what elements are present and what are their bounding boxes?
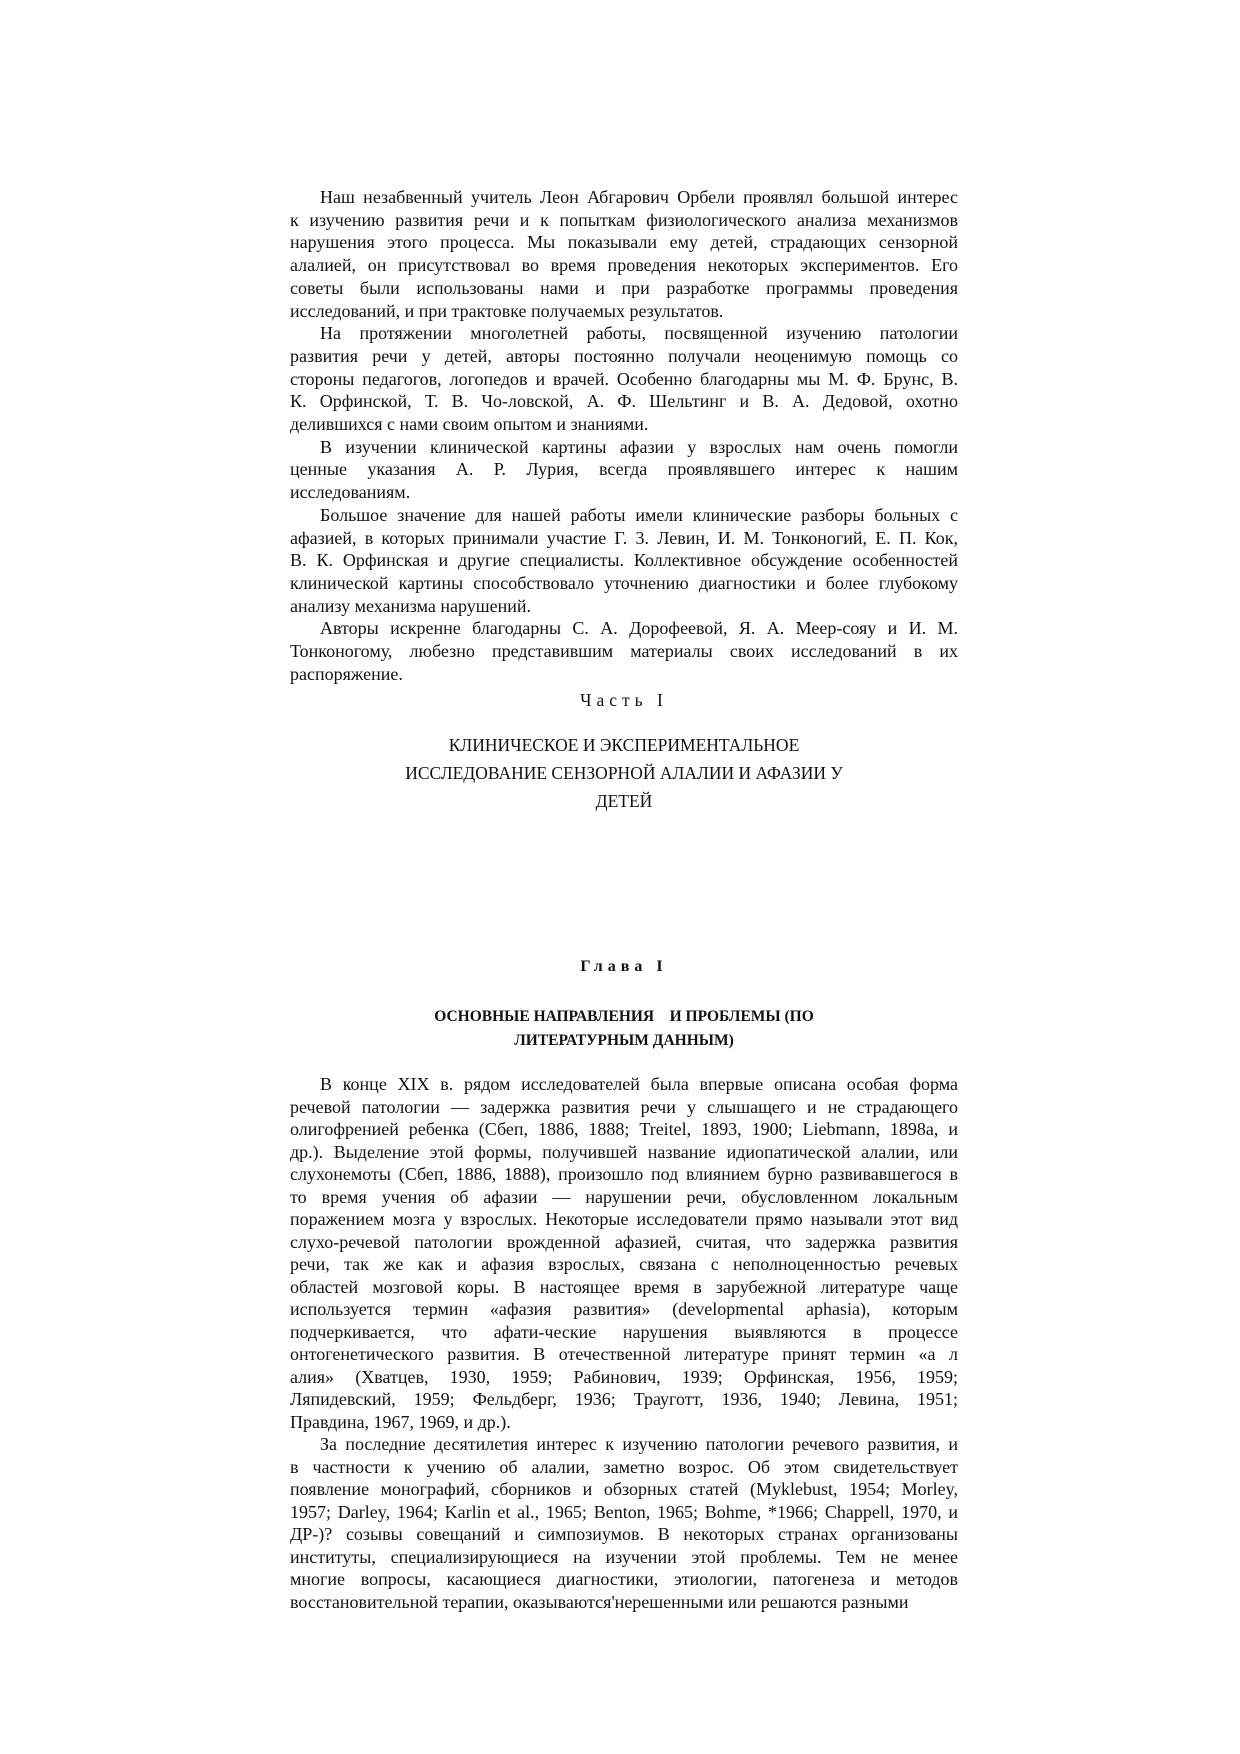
paragraph-line: слухо-речевой патологии врожденной афазией, считая, что задержка развития — [290, 1231, 958, 1252]
paragraph-line: К. Орфинской, Т. В. Чо-ловской, А. Ф. Шельтинг и В. А. Дедовой, охотно — [290, 391, 958, 412]
paragraph-line: афазией, в которых принимали участие Г. 3. Левин, И. М. Тонконогий, Е. П. Кок, — [290, 527, 958, 548]
paragraph-line: Ляпидевский, 1959; Фельдберг, 1936; Трауготт, 1936, 1940; Левина, 1951; — [290, 1389, 958, 1409]
paragraph-line: др.). Выделение этой формы, получившей название идиопатической алалии, или — [290, 1141, 958, 1162]
paragraph-line: Тонконогому, любезно представившим материалы своих исследований в их — [290, 641, 958, 661]
paragraph-line: алалией, он присутствовал во время проведения некоторых экспериментов. Его — [290, 255, 958, 276]
paragraph-line: клинической картины способствовало уточнению диагностики и более глубокому — [290, 572, 958, 593]
paragraph-line: то время учения об афазии — нарушении речи, обусловленном локальным — [290, 1186, 958, 1207]
paragraph-line: На протяжении многолетней работы, посвященной изучению патологии — [320, 323, 958, 344]
chapter-title-line: ЛИТЕРАТУРНЫМ ДАННЫМ) — [514, 1032, 734, 1049]
paragraph-line: онтогенетического развития. В отечественной литературе принят термин «а л — [290, 1344, 958, 1364]
paragraph-line: подчеркивается, что афати-ческие нарушения выявляются в процессе — [290, 1321, 958, 1342]
part-title-line: ИССЛЕДОВАНИЕ СЕНЗОРНОЙ АЛАЛИИ И АФАЗИИ У — [405, 763, 843, 783]
paragraph-line: областей мозговой коры. В настоящее время в зарубежной литературе чаще — [290, 1276, 958, 1297]
paragraph-line: речи, так же как и афазия взрослых, связана с неполноценностью речевых — [290, 1254, 958, 1274]
paragraph-line: В. К. Орфинская и другие специалисты. Коллективное обсуждение особенностей — [290, 550, 958, 571]
paragraph-line: олигофренией ребенка (Сбеп, 1886, 1888; Treitel, 1893, 1900; Liebmann, 1898a, и — [290, 1119, 958, 1139]
paragraph-line: исследований, и при трактовке получаемых результатов. — [290, 300, 724, 321]
paragraph-line: 1957; Darley, 1964; Karlin et al., 1965; Benton, 1965; Bohme, *1966; Chappell, 1970, и — [290, 1501, 958, 1522]
part-label: Часть I — [580, 690, 668, 710]
paragraph-line: советы были использованы нами и при разработке программы проведения — [290, 277, 958, 298]
chapter-label: Глава I — [580, 958, 668, 975]
paragraph-line: анализу механизма нарушений. — [290, 595, 532, 616]
paragraph-line: В конце XIX в. рядом исследователей была впервые описана особая форма — [320, 1074, 958, 1094]
paragraph-line: институты, специализирующиеся на изучении этой проблемы. Тем не менее — [290, 1546, 958, 1567]
paragraph-line: появление монографий, сборников и обзорных статей (Myklebust, 1954; Morley, — [290, 1479, 958, 1499]
paragraph-line: распоряжение. — [290, 663, 403, 684]
paragraph-line: Большое значение для нашей работы имели клинические разборы больных с — [320, 504, 958, 525]
paragraph-line: слухонемоты (Сбеп, 1886, 1888), произошло под влиянием бурно развивавшегося в — [290, 1164, 958, 1184]
paragraph-line: развития речи у детей, авторы постоянно получали неоценимую помощь со — [290, 345, 958, 366]
paragraph-line: к изучению развития речи и к попыткам физиологического анализа механизмов — [290, 209, 958, 230]
paragraph-line: В изучении клинической картины афазии у взрослых нам очень помогли — [320, 436, 958, 457]
paragraph-line: используется термин «афазия развития» (developmental aphasia), которым — [290, 1299, 958, 1319]
paragraph-line: делившихся с нами своим опытом и знаниями. — [290, 414, 649, 434]
chapter-title-line: ОСНОВНЫЕ НАПРАВЛЕНИЯ И ПРОБЛЕМЫ (ПО — [434, 1008, 814, 1025]
paragraph-line: нарушения этого процесса. Мы показывали ему детей, страдающих сензорной — [290, 232, 958, 253]
paragraph-line: исследованиям. — [290, 482, 411, 503]
paragraph-line: ценные указания А. Р. Лурия, всегда проявлявшего интерес к нашим — [290, 459, 958, 480]
paragraph-line: Авторы искренне благодарны С. А. Дорофеевой, Я. А. Меер-сояу и И. М. — [320, 618, 958, 639]
paragraph-line: в частности к учению об алалии, заметно возрос. Об этом свидетельствует — [290, 1456, 958, 1477]
paragraph-line: стороны педагогов, логопедов и врачей. Особенно благодарны мы М. Ф. Брунс, В. — [290, 368, 958, 389]
paragraph-line: ДР-)? созывы совещаний и симпозиумов. В некоторых странах организованы — [290, 1524, 958, 1544]
paragraph-line: восстановительной терапии, оказываются'нерешенными или решаются разными — [290, 1591, 909, 1612]
paragraph-line: многие вопросы, касающиеся диагностики, этиологии, патогенеза и методов — [290, 1569, 958, 1589]
paragraph-line: Правдина, 1967, 1969, и др.). — [290, 1411, 511, 1432]
paragraph-line: За последние десятилетия интерес к изучению патологии речевого развития, и — [320, 1434, 958, 1454]
paragraph-line: алия» (Хватцев, 1930, 1959; Рабинович, 1939; Орфинская, 1956, 1959; — [290, 1366, 958, 1387]
paragraph-line: Наш незабвенный учитель Леон Абгарович Орбели проявлял большой интерес — [320, 187, 958, 207]
paragraph-line: речевой патологии — задержка развития речи у слышащего и не страдающего — [290, 1096, 958, 1117]
part-title-line: КЛИНИЧЕСКОЕ И ЭКСПЕРИМЕНТАЛЬНОЕ — [448, 735, 800, 755]
part-title-line: ДЕТЕЙ — [595, 791, 653, 811]
paragraph-line: поражением мозга у взрослых. Некоторые исследователи прямо называли этот вид — [290, 1209, 958, 1229]
